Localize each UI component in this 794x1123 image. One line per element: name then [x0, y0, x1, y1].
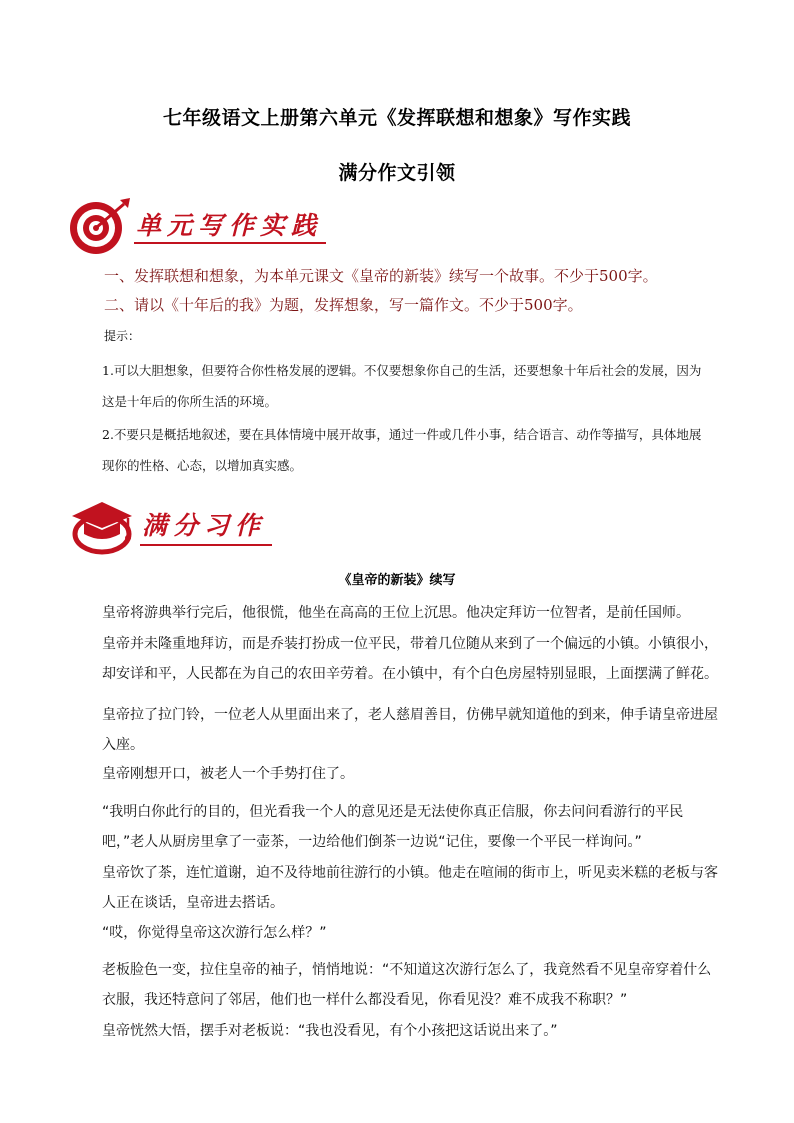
section-label: 满分习作 [142, 511, 267, 540]
section-banner-writing-practice [68, 196, 338, 256]
tip-item-2: 2.不要只是概括地叙述，要在具体情境中展开故事，通过一件或几件小事，结合语言、动作等描写，具体地展现你的性格、心态，以增加真实感。 [102, 427, 702, 473]
essay-title: 《皇帝的新装》续写 [338, 573, 456, 588]
essay-paragraph: 皇帝并未隆重地拜访，而是乔装打扮成一位平民，带着几位随从来到了一个偏远的小镇。小镇很小，却安详和平，人民都在为自己的农田辛劳着。在小镇中，有个白色房屋特别显眼，上面摆满了鲜花。 [102, 636, 718, 682]
essay-paragraph: 皇帝拉了拉门铃，一位老人从里面出来了，老人慈眉善目，仿佛早就知道他的到来，伸手请皇帝进屋入座。 [102, 707, 718, 753]
essay-paragraph: 皇帝刚想开口，被老人一个手势打住了。 [102, 766, 354, 782]
writing-task-2: 二、请以《十年后的我》为题，发挥想象，写一篇作文。不少于500字。 [104, 296, 583, 314]
document-subtitle: 满分作文引领 [338, 162, 456, 184]
target-icon [68, 196, 134, 256]
section-label: 单元写作实践 [136, 211, 323, 240]
graduation-cap-icon [68, 494, 138, 556]
section-banner-model-essay [68, 494, 288, 558]
writing-task-1: 一、发挥联想和想象，为本单元课文《皇帝的新装》续写一个故事。不少于500字。 [104, 267, 658, 285]
essay-paragraph: 皇帝饮了茶，连忙道谢，迫不及待地前往游行的小镇。他走在喧闹的街市上，听见卖米糕的老板与客人正在谈话，皇帝进去搭话。 [102, 865, 718, 911]
essay-paragraph: 皇帝恍然大悟，摆手对老板说：“我也没看见，有个小孩把这话说出来了。” [102, 1023, 558, 1039]
document-title: 七年级语文上册第六单元《发挥联想和想象》写作实践 [162, 107, 631, 129]
section-underline [134, 242, 326, 244]
essay-paragraph: 皇帝将游典举行完后，他很慌，他坐在高高的王位上沉思。他决定拜访一位智者，是前任国师。 [102, 605, 690, 621]
tips-heading: 提示： [104, 329, 141, 343]
tip-item-1: 1.可以大胆想象，但要符合你性格发展的逻辑。不仅要想象你自己的生活，还要想象十年后社会的发展，因为这是十年后的你所生活的环境。 [102, 363, 702, 409]
essay-paragraph: “哎，你觉得皇帝这次游行怎么样？” [102, 925, 327, 941]
essay-paragraph: 老板脸色一变，拉住皇帝的袖子，悄悄地说：“不知道这次游行怎么了，我竟然看不见皇帝穿着什么衣服，我还特意问了邻居，他们也一样什么都没看见，你看见没？难不成我不称职？” [102, 962, 712, 1008]
section-underline [140, 544, 272, 546]
essay-paragraph: “我明白你此行的目的，但光看我一个人的意见还是无法使你真正信服，你去问问看游行的平民吧，”老人从厨房里拿了一壶茶，一边给他们倒茶一边说“记住，要像一个平民一样询问。” [102, 804, 684, 850]
